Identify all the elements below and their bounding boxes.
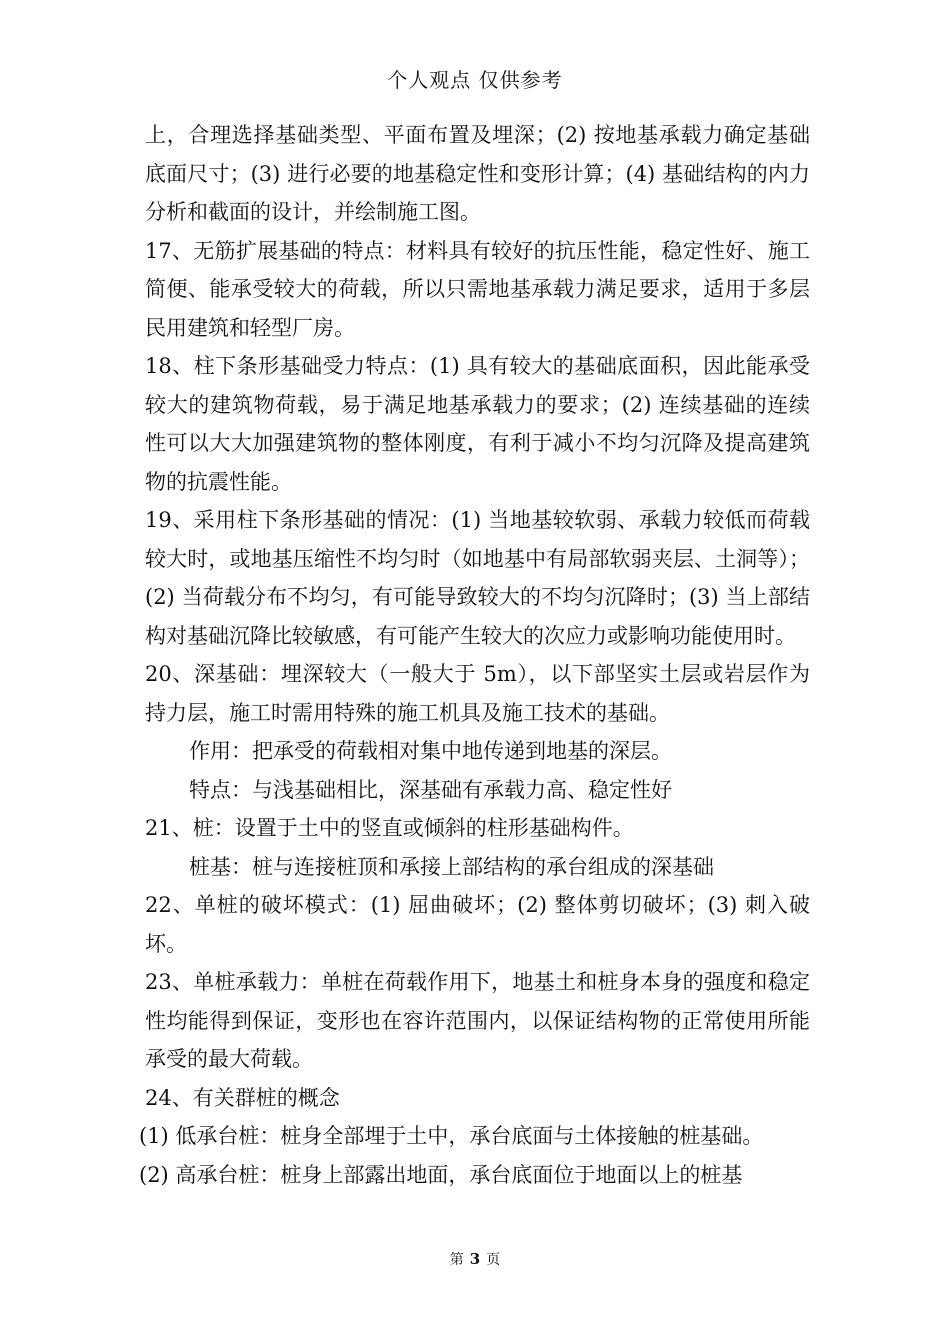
paragraph-24-item-2: (2) 高承台桩：桩身上部露出地面，承台底面位于地面以上的桩基 [139, 1162, 743, 1187]
paragraph-20-features: 特点：与浅基础相比，深基础有承载力高、稳定性好 [189, 777, 672, 802]
page-header: 个人观点 仅供参考 [387, 68, 563, 92]
document-body [139, 116, 810, 1194]
footer-suffix: 页 [486, 1252, 501, 1268]
paragraph-20: 20、深基础：埋深较大（一般大于 5m），以下部坚实土层或岩层作为持力层，施工时需用特殊的施工机具及施工技术的基础。 [145, 662, 810, 725]
paragraph-23: 23、单桩承载力：单桩在荷载作用下，地基土和桩身本身的强度和稳定性均能得到保证，变形也在容许范围内，以保证结构物的正常使用所能承受的最大荷载。 [145, 970, 810, 1071]
paragraph-17: 17、无筋扩展基础的特点：材料具有较好的抗压性能，稳定性好、施工简便、能承受较大的荷载，所以只需地基承载力满足要求，适用于多层民用建筑和轻型厂房。 [145, 238, 810, 340]
paragraph-19: 19、采用柱下条形基础的情况：(1) 当地基较软弱、承载力较低而荷载较大时，或地基压缩性不均匀时（如地基中有局部软弱夹层、土洞等）；(2) 当荷载分布不均匀，有可能导致较大的不均匀沉降时；(3) 当上部结构对基础沉降比较敏感，有可能产生较大的次应力或影响功能使用时。 [145, 508, 810, 648]
paragraph-20-function: 作用：把承受的荷载相对集中地传递到地基的深层。 [189, 739, 672, 763]
paragraph-21-pile-foundation: 桩基：桩与连接桩顶和承接上部结构的承台组成的深基础 [189, 854, 714, 879]
paragraph-continuation: 上，合理选择基础类型、平面布置及埋深；(2) 按地基承载力确定基础底面尺寸；(3) 进行必要的地基稳定性和变形计算；(4) 基础结构的内力分析和截面的设计，并绘制施工图。 [145, 123, 810, 224]
paragraph-22: 22、单桩的破坏模式：(1) 屈曲破坏；(2) 整体剪切破坏；(3) 刺入破坏。 [145, 893, 810, 956]
paragraph-21: 21、桩：设置于土中的竖直或倾斜的柱形基础构件。 [145, 816, 634, 840]
footer-prefix: 第 [449, 1252, 464, 1268]
paragraph-18: 18、柱下条形基础受力特点：(1) 具有较大的基础底面积，因此能承受较大的建筑物荷载，易于满足地基承载力的要求；(2) 连续基础的连续性可以大大加强建筑物的整体刚度，有利于减小不均匀沉降及提高建筑物的抗震性能。 [145, 354, 810, 494]
paragraph-24: 24、有关群桩的概念 [145, 1085, 340, 1110]
paragraph-24-item-1: (1) 低承台桩：桩身全部埋于土中，承台底面与土体接触的桩基础。 [139, 1124, 764, 1148]
page-number: 3 [469, 1250, 481, 1268]
page-footer [0, 1249, 950, 1270]
